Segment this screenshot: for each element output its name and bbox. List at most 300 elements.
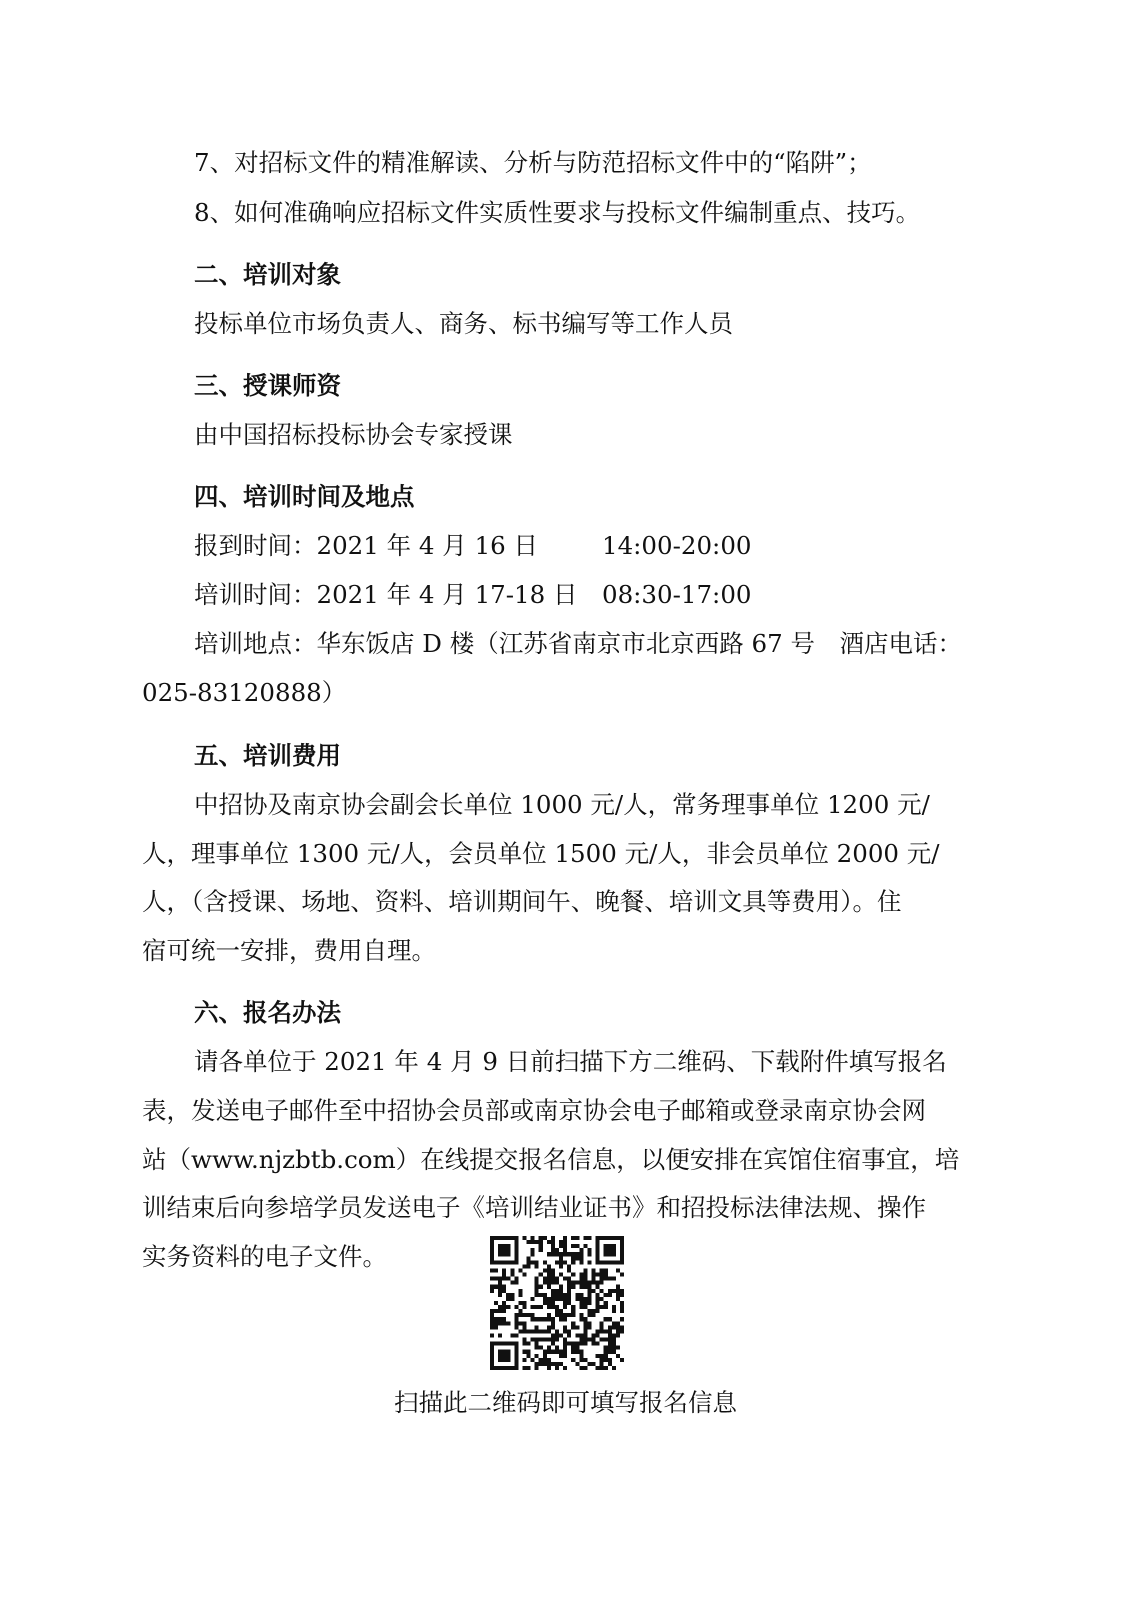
qr-module xyxy=(596,1260,600,1264)
qr-module xyxy=(510,1273,514,1277)
qr-module xyxy=(571,1281,575,1285)
qr-module xyxy=(612,1236,616,1240)
qr-module xyxy=(543,1362,547,1366)
qr-module xyxy=(612,1244,616,1248)
qr-module xyxy=(490,1285,494,1289)
qr-module xyxy=(583,1317,587,1321)
qr-module xyxy=(502,1273,506,1277)
qr-module xyxy=(551,1321,555,1325)
qr-module xyxy=(510,1281,514,1285)
qr-module xyxy=(543,1260,547,1264)
qr-module xyxy=(575,1281,579,1285)
qr-module xyxy=(608,1338,612,1342)
qr-module xyxy=(506,1277,510,1281)
qr-module xyxy=(522,1264,526,1268)
qr-module xyxy=(608,1333,612,1337)
qr-module xyxy=(502,1354,506,1358)
qr-module xyxy=(563,1252,567,1256)
qr-module xyxy=(498,1342,502,1346)
qr-module xyxy=(583,1321,587,1325)
qr-module xyxy=(600,1268,604,1272)
qr-module xyxy=(587,1281,591,1285)
qr-module xyxy=(600,1329,604,1333)
qr-module xyxy=(596,1297,600,1301)
qr-module xyxy=(522,1313,526,1317)
qr-module xyxy=(583,1333,587,1337)
qr-module xyxy=(539,1362,543,1366)
qr-module xyxy=(567,1285,571,1289)
qr-module xyxy=(567,1281,571,1285)
qr-module xyxy=(579,1256,583,1260)
qr-module xyxy=(596,1244,600,1248)
audience-text: 投标单位市场负责人、商务、标书编写等工作人员 xyxy=(194,309,733,338)
qr-module xyxy=(579,1301,583,1305)
qr-module xyxy=(547,1268,551,1272)
qr-module xyxy=(563,1354,567,1358)
qr-module xyxy=(559,1240,563,1244)
qr-module xyxy=(596,1342,600,1346)
qr-module xyxy=(506,1244,510,1248)
qr-module xyxy=(535,1338,539,1342)
qr-module xyxy=(514,1354,518,1358)
qr-module xyxy=(555,1277,559,1281)
qr-module xyxy=(587,1289,591,1293)
qr-module xyxy=(547,1297,551,1301)
qr-module xyxy=(575,1293,579,1297)
qr-module xyxy=(490,1309,494,1313)
qr-module xyxy=(518,1268,522,1272)
qr-module xyxy=(502,1244,506,1248)
qr-module xyxy=(535,1281,539,1285)
qr-module xyxy=(547,1358,551,1362)
qr-module xyxy=(563,1346,567,1350)
qr-module xyxy=(567,1268,571,1272)
training-label: 培训时间：2021 年 4 月 17-18 日 xyxy=(194,580,578,609)
qr-module xyxy=(510,1297,514,1301)
qr-module xyxy=(510,1268,514,1272)
qr-module xyxy=(563,1277,567,1281)
qr-module xyxy=(522,1358,526,1362)
qr-module xyxy=(567,1342,571,1346)
qr-module xyxy=(620,1256,624,1260)
qr-module xyxy=(506,1321,510,1325)
qr-module xyxy=(506,1252,510,1256)
qr-module xyxy=(535,1346,539,1350)
qr-module xyxy=(600,1289,604,1293)
venue-line-1: 培训地点：华东饭店 D 楼（江苏省南京市北京西路 67 号 酒店电话： xyxy=(194,629,962,658)
qr-module xyxy=(531,1240,535,1244)
qr-module xyxy=(583,1301,587,1305)
qr-module xyxy=(502,1317,506,1321)
qr-module xyxy=(616,1268,620,1272)
qr-module xyxy=(518,1321,522,1325)
qr-module xyxy=(600,1281,604,1285)
qr-module xyxy=(527,1329,531,1333)
qr-module xyxy=(535,1285,539,1289)
qr-module xyxy=(522,1350,526,1354)
training-time: 08:30-17:00 xyxy=(602,580,752,609)
qr-module xyxy=(600,1362,604,1366)
qr-module xyxy=(531,1248,535,1252)
qr-module xyxy=(543,1301,547,1305)
qr-module xyxy=(502,1321,506,1325)
qr-module xyxy=(551,1281,555,1285)
qr-module xyxy=(502,1260,506,1264)
qr-module xyxy=(567,1329,571,1333)
qr-module xyxy=(559,1285,563,1289)
qr-module xyxy=(551,1325,555,1329)
qr-module xyxy=(592,1277,596,1281)
qr-module xyxy=(563,1301,567,1305)
qr-module xyxy=(539,1358,543,1362)
qr-module xyxy=(494,1236,498,1240)
qr-module xyxy=(498,1305,502,1309)
qr-module xyxy=(547,1240,551,1244)
qr-module xyxy=(510,1342,514,1346)
qr-module xyxy=(616,1321,620,1325)
qr-module xyxy=(559,1273,563,1277)
qr-module xyxy=(551,1297,555,1301)
qr-module xyxy=(555,1248,559,1252)
qr-module xyxy=(600,1354,604,1358)
qr-module xyxy=(543,1268,547,1272)
qr-module xyxy=(616,1354,620,1358)
qr-module xyxy=(490,1236,494,1240)
qr-module xyxy=(604,1248,608,1252)
qr-module xyxy=(551,1305,555,1309)
qr-module xyxy=(579,1342,583,1346)
qr-module xyxy=(547,1329,551,1333)
qr-module xyxy=(514,1362,518,1366)
qr-module xyxy=(559,1354,563,1358)
qr-module xyxy=(567,1264,571,1268)
qr-module xyxy=(608,1293,612,1297)
qr-module xyxy=(616,1325,620,1329)
qr-module xyxy=(616,1293,620,1297)
qr-module xyxy=(563,1293,567,1297)
qr-module xyxy=(583,1281,587,1285)
qr-module xyxy=(620,1240,624,1244)
qr-module xyxy=(498,1358,502,1362)
qr-module xyxy=(604,1260,608,1264)
qr-module xyxy=(527,1260,531,1264)
qr-module xyxy=(522,1325,526,1329)
qr-module xyxy=(514,1313,518,1317)
qr-module xyxy=(587,1313,591,1317)
qr-module xyxy=(518,1329,522,1333)
qr-module xyxy=(551,1289,555,1293)
qr-module xyxy=(604,1273,608,1277)
section-heading-instructors: 三、授课师资 xyxy=(194,371,341,400)
qr-module xyxy=(612,1277,616,1281)
qr-module xyxy=(514,1240,518,1244)
qr-module xyxy=(579,1293,583,1297)
qr-module xyxy=(567,1277,571,1281)
qr-module xyxy=(502,1350,506,1354)
registration-line-2: 表，发送电子邮件至中招协会员部或南京协会电子邮箱或登录南京协会网 xyxy=(142,1096,926,1125)
qr-module xyxy=(608,1252,612,1256)
qr-module xyxy=(608,1362,612,1366)
qr-module xyxy=(555,1346,559,1350)
qr-module xyxy=(608,1248,612,1252)
qr-module xyxy=(604,1350,608,1354)
qr-module xyxy=(559,1297,563,1301)
qr-module xyxy=(616,1333,620,1337)
qr-module xyxy=(559,1260,563,1264)
qr-module xyxy=(490,1260,494,1264)
qr-module xyxy=(559,1362,563,1366)
qr-module xyxy=(490,1342,494,1346)
qr-module xyxy=(612,1309,616,1313)
qr-module xyxy=(539,1346,543,1350)
qr-module xyxy=(604,1329,608,1333)
checkin-label: 报到时间：2021 年 4 月 16 日 xyxy=(194,531,539,560)
qr-module xyxy=(620,1329,624,1333)
qr-module xyxy=(608,1350,612,1354)
qr-module xyxy=(494,1268,498,1272)
qr-module xyxy=(551,1244,555,1248)
qr-module xyxy=(604,1244,608,1248)
qr-module xyxy=(563,1329,567,1333)
qr-module xyxy=(510,1260,514,1264)
qr-module xyxy=(571,1305,575,1309)
qr-module xyxy=(543,1236,547,1240)
qr-module xyxy=(563,1325,567,1329)
qr-module xyxy=(612,1305,616,1309)
qr-module xyxy=(551,1277,555,1281)
qr-module xyxy=(604,1293,608,1297)
qr-module xyxy=(543,1297,547,1301)
qr-module xyxy=(543,1358,547,1362)
qr-module xyxy=(587,1362,591,1366)
qr-module xyxy=(494,1301,498,1305)
qr-module xyxy=(604,1277,608,1281)
qr-module xyxy=(514,1248,518,1252)
qr-module xyxy=(490,1325,494,1329)
qr-module xyxy=(498,1309,502,1313)
qr-module xyxy=(600,1260,604,1264)
qr-module xyxy=(592,1289,596,1293)
qr-module xyxy=(531,1297,535,1301)
qr-module xyxy=(555,1293,559,1297)
qr-module xyxy=(583,1244,587,1248)
fees-line-2: 人，理事单位 1300 元/人，会员单位 1500 元/人，非会员单位 2000 元/ xyxy=(142,839,940,868)
qr-module xyxy=(555,1297,559,1301)
qr-module xyxy=(514,1358,518,1362)
qr-module xyxy=(616,1297,620,1301)
qr-module xyxy=(555,1350,559,1354)
qr-module xyxy=(583,1277,587,1281)
qr-module xyxy=(583,1305,587,1309)
qr-module xyxy=(498,1252,502,1256)
qr-module xyxy=(498,1321,502,1325)
qr-module xyxy=(547,1325,551,1329)
qr-module xyxy=(575,1256,579,1260)
qr-module xyxy=(596,1273,600,1277)
qr-module xyxy=(608,1244,612,1248)
qr-module xyxy=(571,1252,575,1256)
qr-module xyxy=(583,1342,587,1346)
qr-module xyxy=(616,1329,620,1333)
qr-module xyxy=(522,1301,526,1305)
qr-module xyxy=(575,1236,579,1240)
qr-module xyxy=(555,1329,559,1333)
qr-module xyxy=(612,1289,616,1293)
qr-module xyxy=(612,1333,616,1337)
qr-module xyxy=(490,1252,494,1256)
qr-module xyxy=(587,1325,591,1329)
qr-module xyxy=(490,1333,494,1337)
qr-module xyxy=(535,1277,539,1281)
qr-module xyxy=(596,1309,600,1313)
qr-module xyxy=(506,1293,510,1297)
qr-module xyxy=(612,1338,616,1342)
qr-module xyxy=(547,1264,551,1268)
qr-module xyxy=(494,1317,498,1321)
qr-module xyxy=(522,1366,526,1370)
qr-module xyxy=(592,1281,596,1285)
qr-module xyxy=(514,1260,518,1264)
qr-module xyxy=(510,1236,514,1240)
qr-module xyxy=(596,1305,600,1309)
qr-module xyxy=(596,1333,600,1337)
checkin-time: 14:00-20:00 xyxy=(602,531,752,560)
registration-line-3: 站（www.njzbtb.com）在线提交报名信息，以便安排在宾馆住宿事宜，培 xyxy=(142,1145,960,1174)
qr-module xyxy=(583,1366,587,1370)
qr-module xyxy=(600,1338,604,1342)
qr-module xyxy=(579,1354,583,1358)
qr-module xyxy=(555,1313,559,1317)
qr-module xyxy=(494,1321,498,1325)
qr-module xyxy=(563,1236,567,1240)
qr-module xyxy=(571,1285,575,1289)
qr-module xyxy=(531,1313,535,1317)
qr-module xyxy=(547,1313,551,1317)
qr-module xyxy=(535,1362,539,1366)
qr-module xyxy=(490,1248,494,1252)
qr-module xyxy=(559,1317,563,1321)
qr-module xyxy=(571,1256,575,1260)
qr-module xyxy=(490,1277,494,1281)
qr-module xyxy=(543,1354,547,1358)
qr-module xyxy=(579,1273,583,1277)
qr-module xyxy=(502,1285,506,1289)
qr-module xyxy=(527,1256,531,1260)
qr-module xyxy=(531,1358,535,1362)
qr-module xyxy=(527,1240,531,1244)
qr-module xyxy=(555,1252,559,1256)
qr-module xyxy=(608,1317,612,1321)
qr-module xyxy=(490,1244,494,1248)
qr-module xyxy=(514,1244,518,1248)
qr-module xyxy=(616,1260,620,1264)
qr-module xyxy=(502,1252,506,1256)
qr-module xyxy=(596,1281,600,1285)
qr-module xyxy=(612,1366,616,1370)
qr-module xyxy=(502,1358,506,1362)
qr-module xyxy=(559,1350,563,1354)
qr-module xyxy=(490,1358,494,1362)
qr-module xyxy=(498,1260,502,1264)
qr-module xyxy=(604,1305,608,1309)
qr-module xyxy=(571,1346,575,1350)
qr-module xyxy=(506,1236,510,1240)
qr-module xyxy=(531,1329,535,1333)
qr-module xyxy=(539,1293,543,1297)
qr-module xyxy=(543,1277,547,1281)
qr-module xyxy=(498,1354,502,1358)
qr-module xyxy=(604,1268,608,1272)
qr-module xyxy=(616,1236,620,1240)
qr-module xyxy=(547,1277,551,1281)
qr-module xyxy=(518,1301,522,1305)
qr-module xyxy=(490,1256,494,1260)
qr-module xyxy=(620,1244,624,1248)
fees-line-4: 宿可统一安排，费用自理。 xyxy=(142,936,436,965)
qr-module xyxy=(498,1293,502,1297)
qr-module xyxy=(587,1285,591,1289)
qr-module xyxy=(571,1358,575,1362)
qr-module xyxy=(551,1338,555,1342)
section-heading-fees: 五、培训费用 xyxy=(194,741,341,770)
qr-module xyxy=(498,1289,502,1293)
qr-module xyxy=(567,1301,571,1305)
qr-module xyxy=(620,1289,624,1293)
qr-module xyxy=(604,1317,608,1321)
qr-module xyxy=(600,1321,604,1325)
qr-module xyxy=(522,1321,526,1325)
qr-module xyxy=(563,1260,567,1264)
qr-module xyxy=(600,1236,604,1240)
qr-module xyxy=(592,1338,596,1342)
qr-module xyxy=(583,1297,587,1301)
qr-module xyxy=(490,1362,494,1366)
qr-module xyxy=(543,1329,547,1333)
instructors-text: 由中国招标投标协会专家授课 xyxy=(194,420,513,449)
qr-module xyxy=(579,1305,583,1309)
qr-module xyxy=(612,1325,616,1329)
qr-module xyxy=(494,1342,498,1346)
qr-module xyxy=(498,1317,502,1321)
qr-module xyxy=(567,1293,571,1297)
qr-module xyxy=(596,1293,600,1297)
qr-code-icon[interactable] xyxy=(490,1236,624,1370)
qr-module xyxy=(608,1342,612,1346)
qr-module xyxy=(514,1321,518,1325)
qr-module xyxy=(498,1281,502,1285)
qr-module xyxy=(502,1305,506,1309)
qr-module xyxy=(527,1354,531,1358)
qr-module xyxy=(555,1289,559,1293)
section-heading-time-place: 四、培训时间及地点 xyxy=(194,482,415,511)
qr-module xyxy=(494,1325,498,1329)
qr-module xyxy=(600,1366,604,1370)
qr-module xyxy=(527,1313,531,1317)
qr-module xyxy=(612,1342,616,1346)
qr-module xyxy=(514,1346,518,1350)
qr-module xyxy=(514,1305,518,1309)
qr-module xyxy=(587,1248,591,1252)
qr-module xyxy=(494,1366,498,1370)
qr-module xyxy=(559,1289,563,1293)
qr-module xyxy=(539,1273,543,1277)
qr-module xyxy=(490,1289,494,1293)
qr-module xyxy=(616,1289,620,1293)
list-item-8: 8、如何准确响应招标文件实质性要求与投标文件编制重点、技巧。 xyxy=(194,198,921,227)
qr-module xyxy=(502,1366,506,1370)
qr-module xyxy=(604,1346,608,1350)
qr-module xyxy=(522,1273,526,1277)
